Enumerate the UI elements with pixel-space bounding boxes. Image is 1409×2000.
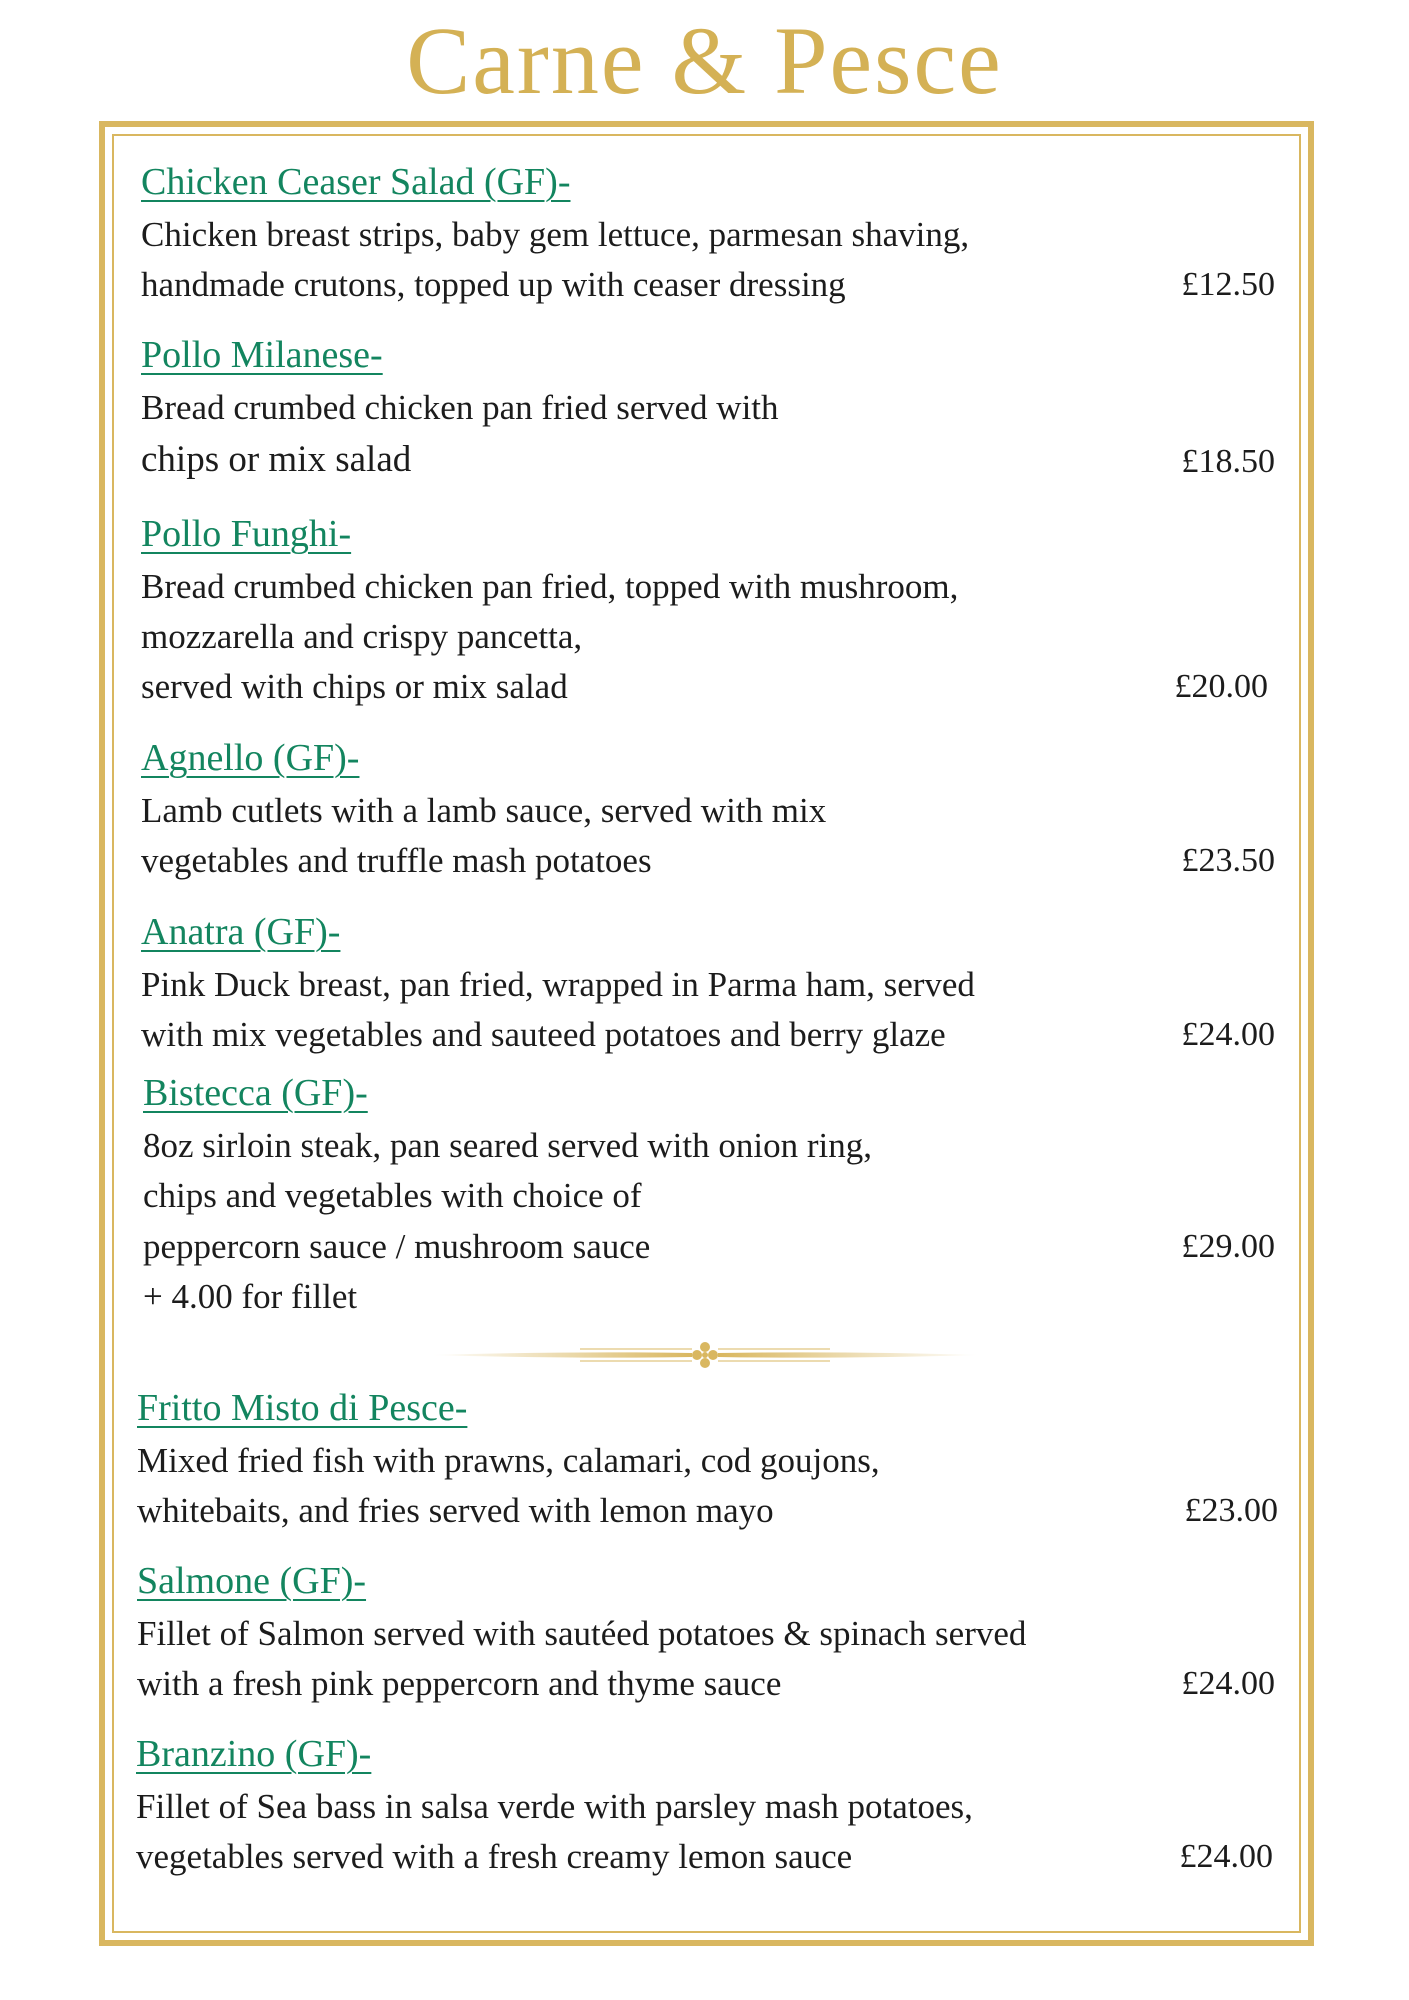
item-description-line: Bread crumbed chicken pan fried served with	[141, 388, 779, 427]
item-description-line: chips and vegetables with choice of	[143, 1176, 642, 1215]
item-description-line: vegetables and truffle mash potatoes	[141, 841, 652, 880]
item-price: £23.50	[1181, 842, 1275, 879]
item-description-line: Mixed fried fish with prawns, calamari, cod goujons,	[137, 1441, 880, 1480]
item-name: Branzino (GF)-	[136, 1733, 372, 1775]
item-price: £18.50	[1181, 443, 1275, 480]
item-price: £24.00	[1179, 1838, 1273, 1875]
item-price: £23.00	[1184, 1492, 1278, 1529]
item-name: Pollo Funghi-	[141, 513, 352, 555]
item-description-line: 8oz sirloin steak, pan seared served with onion ring,	[143, 1126, 872, 1165]
item-description-line: served with chips or mix salad	[141, 667, 568, 706]
item-price: £29.00	[1181, 1228, 1275, 1265]
item-description-line: Fillet of Salmon served with sautéed potatoes & spinach served	[137, 1614, 1027, 1653]
item-price: £24.00	[1181, 1665, 1275, 1702]
item-description-line: Lamb cutlets with a lamb sauce, served with mix	[141, 791, 827, 830]
ornamental-divider	[430, 1340, 980, 1370]
item-description-line: peppercorn sauce / mushroom sauce	[143, 1227, 651, 1266]
item-description-line: Pink Duck breast, pan fried, wrapped in Parma ham, served	[141, 965, 975, 1004]
item-price: £24.00	[1181, 1016, 1275, 1053]
item-description-line: whitebaits, and fries served with lemon mayo	[137, 1491, 774, 1530]
item-description-line: + 4.00 for fillet	[143, 1277, 358, 1316]
item-description-line: with a fresh pink peppercorn and thyme sauce	[137, 1664, 782, 1703]
item-name: Anatra (GF)-	[141, 911, 341, 953]
item-description-line: Fillet of Sea bass in salsa verde with parsley mash potatoes,	[136, 1787, 973, 1826]
menu-title: Carne & Pesce	[406, 7, 1003, 114]
item-name: Pollo Milanese-	[141, 334, 383, 376]
item-name: Salmone (GF)-	[137, 1560, 367, 1602]
item-name: Bistecca (GF)-	[143, 1072, 368, 1114]
item-name: Chicken Ceaser Salad (GF)-	[141, 161, 571, 203]
item-description-line: Chicken breast strips, baby gem lettuce, parmesan shaving,	[141, 215, 970, 254]
item-name: Fritto Misto di Pesce-	[137, 1387, 468, 1429]
item-description-line: Bread crumbed chicken pan fried, topped with mushroom,	[141, 567, 959, 606]
item-description-line: chips or mix salad	[141, 439, 412, 480]
item-description-line: handmade crutons, topped up with ceaser dressing	[141, 265, 846, 304]
item-description-line: vegetables served with a fresh creamy lemon sauce	[136, 1837, 853, 1876]
item-price: £12.50	[1181, 266, 1275, 303]
item-description-line: with mix vegetables and sauteed potatoes and berry glaze	[141, 1015, 946, 1054]
item-description-line: mozzarella and crispy pancetta,	[141, 617, 583, 656]
item-name: Agnello (GF)-	[141, 737, 360, 779]
item-price: £20.00	[1174, 668, 1268, 705]
